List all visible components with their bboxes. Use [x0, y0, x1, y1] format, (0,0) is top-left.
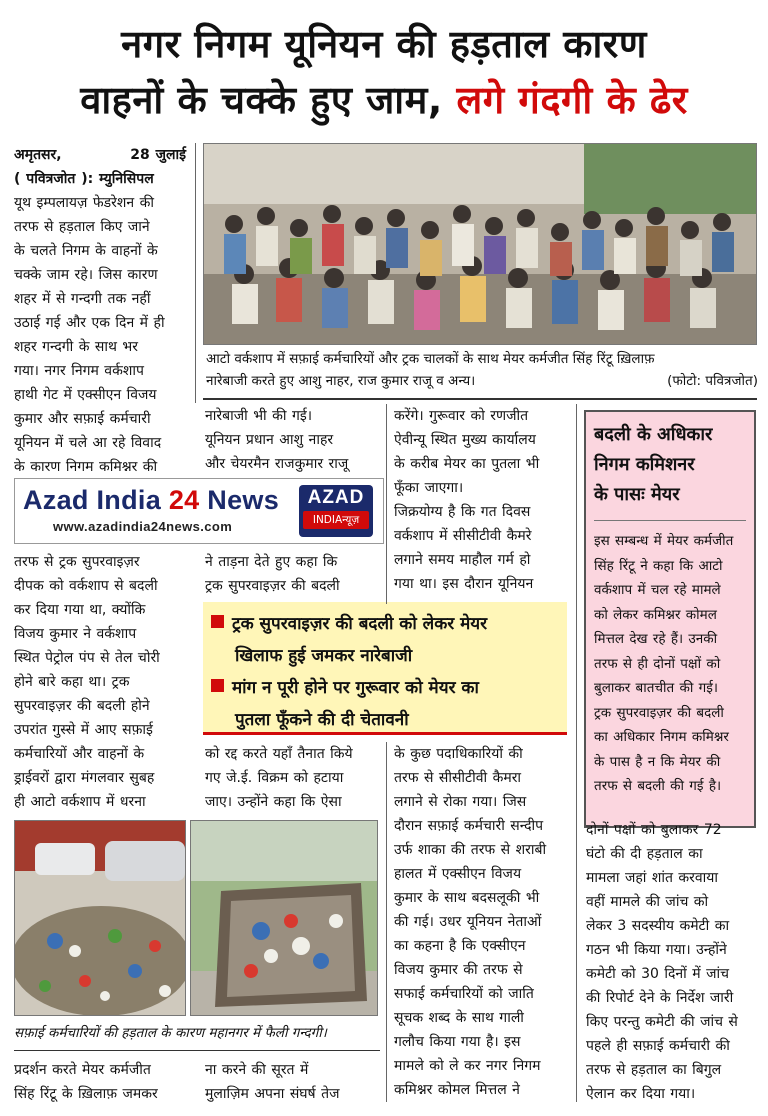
text-line: यूथ इम्पलायज़ फेडरेशन की: [14, 195, 155, 211]
text-line: फूँका जाएगा।: [394, 480, 464, 496]
caption-line: [206, 370, 758, 392]
text-line: शहर में से गन्दगी तक नहीं: [14, 291, 151, 307]
text-line: का कहना है कि एक्सीएन: [394, 938, 526, 954]
text-line: हाथी गेट में एक्सीएन विजय: [14, 387, 157, 403]
text-line: गलौच किया गया है। इस: [394, 1034, 521, 1050]
logo-url: www.azadindia24news.com: [53, 519, 233, 534]
text-line: दीपक को वर्कशाप से बदली: [14, 578, 158, 594]
text-line: सुपरवाइज़र की बदली होने: [14, 698, 150, 714]
text-line: सूचक शब्द के साथ गाली: [394, 1010, 524, 1026]
text-line: गठन भी किया गया। उन्होंने: [586, 942, 727, 958]
text-line: मामले को ले कर नगर निगम: [394, 1058, 541, 1074]
text-line: उपरांत गुस्से में आए सफ़ाई: [14, 722, 153, 738]
sidebar-box: [584, 410, 756, 828]
text-line: नारेबाजी भी की गई।: [205, 408, 313, 424]
text-line: स्थित पेट्रोल पंप से तेल चोरी: [14, 650, 160, 666]
text-line: की रिपोर्ट देने के निर्देश जारी: [586, 990, 734, 1006]
divider: [203, 398, 757, 400]
text-line: करेंगे। गुरूवार को रणजीत: [394, 408, 529, 424]
text-line: बुलाकर बातचीत की गई।: [594, 680, 718, 696]
text-line: दौरान सफ़ाई कर्मचारी सन्दीप: [394, 818, 544, 834]
highlight-text: मांग न पूरी होने पर गुरूवार को मेयर का: [232, 678, 479, 698]
text-line: ऐवीन्यू स्थित मुख्य कार्यालय: [394, 432, 536, 448]
garbage-photo-right: [190, 820, 378, 1016]
top-photo: [203, 143, 757, 345]
text-line: ( पवित्रजोत ): म्युनिसिपल: [14, 171, 154, 187]
text-line: गया। नगर निगम वर्कशाप: [14, 363, 144, 379]
highlight-text: ट्रक सुपरवाइज़र की बदली को लेकर मेयर: [232, 614, 488, 634]
column-divider: [386, 404, 387, 604]
text-line: प्रदर्शन करते मेयर कर्मजीत: [14, 1062, 151, 1078]
text-line: ना करने की सूरत में: [205, 1062, 309, 1078]
text-line: ने ताड़ना देते हुए कहा कि: [205, 554, 338, 570]
bullet-square-icon: [211, 615, 224, 628]
text-line: को रद्द करते यहाँ तैनात किये: [205, 746, 353, 762]
text-line: और चेयरमैन राजकुमार राजू: [205, 456, 349, 472]
highlight-item-1: [211, 608, 559, 640]
article-col1-top: [14, 143, 186, 479]
highlight-underline: [203, 732, 567, 735]
sidebar-title-line: निगम कमिशनर: [594, 454, 695, 475]
text-line: तरफ से सीसीटीवी कैमरा: [394, 770, 522, 786]
dateline-date: 28 जुलाई: [130, 147, 186, 163]
text-line: ड्राईवरों द्वारा मंगलवार सुबह: [14, 770, 155, 786]
text-line: कर्मचारियों और वाहनों के: [14, 746, 145, 762]
news-logo: [14, 478, 384, 544]
highlight-item-2: [211, 672, 559, 704]
text-line: लगाने से रोका गया। जिस: [394, 794, 527, 810]
text-line: तरफ से हड़ताल का बिगुल: [586, 1062, 722, 1078]
text-line: इस सम्बन्ध में मेयर कर्मजीत: [594, 533, 734, 549]
article-col1-bottom: [14, 1058, 186, 1106]
top-photo-caption: [206, 348, 758, 392]
dateline-place: अमृतसर,: [14, 147, 62, 163]
text-line: के पास है न कि मेयर की: [594, 753, 721, 770]
sidebar-body: [586, 529, 754, 799]
text-line: ट्रक सुपरवाइज़र की बदली: [594, 704, 724, 721]
article-col2-mid: [205, 550, 377, 598]
text-line: के कुछ पदाधिकारियों की: [394, 746, 523, 762]
text-line: वहीं मामले की जांच को: [586, 894, 709, 910]
text-line: लगाने समय माहौल गर्म हो: [394, 552, 531, 568]
text-line: पहले ही सफ़ाई कर्मचारी की: [586, 1038, 730, 1054]
garbage-street-illustration: [15, 821, 186, 1016]
column-divider: [576, 404, 577, 1102]
article-col3-top: [394, 404, 566, 596]
highlight-item-1-cont: खिलाफ हुई जमकर नारेबाजी: [235, 646, 413, 666]
dateline: [14, 143, 186, 167]
text-line: हालत में एक्सीएन विजय: [394, 866, 522, 882]
text-line: के करीब मेयर का पुतला भी: [394, 456, 540, 472]
text-line: घंटो की दी हड़ताल का: [586, 846, 703, 862]
text-line: कमेटी को 30 दिनों में जांच: [586, 966, 729, 982]
bullet-square-icon: [211, 679, 224, 692]
text-line: किए परन्तु कमेटी की जांच से: [586, 1014, 738, 1030]
text-line: यूनियन प्रधान आशु नाहर: [205, 432, 334, 448]
logo-name: [23, 485, 279, 516]
logo-badge-bottom: INDIAन्यूज़: [303, 511, 369, 529]
divider: [14, 1050, 380, 1051]
caption-text: नारेबाजी करते हुए आशु नाहर, राज कुमार राजू व अन्य।: [206, 373, 476, 389]
text-line: उठाई गई और एक दिन में ही: [14, 315, 165, 331]
article-col3-lower: [394, 742, 566, 1102]
article-col1-mid: [14, 550, 186, 814]
text-line: कुमार के साथ बदसलूकी भी: [394, 890, 540, 906]
sidebar-title: [586, 412, 754, 510]
text-line: दोनों पक्षों को बुलाकर 72: [586, 822, 722, 838]
highlight-box: [203, 602, 567, 732]
column-divider: [386, 742, 387, 1102]
text-line: तरफ से ट्रक सुपरवाइज़र: [14, 554, 140, 570]
text-line: मुलाज़िम अपना संघर्ष तेज: [205, 1086, 340, 1102]
text-line: के चलते निगम के वाहनों के: [14, 243, 158, 259]
text-line: विजय कुमार की तरफ से: [394, 962, 523, 978]
text-line: सिंह रिंटू के ख़िलाफ़ जमकर: [14, 1086, 158, 1102]
column-divider: [195, 143, 196, 403]
text-line: उर्फ शाका की तरफ से शराबी: [394, 842, 547, 858]
garbage-dumpster-illustration: [191, 821, 378, 1016]
text-line: कुमार और सफ़ाई कर्मचारी: [14, 411, 151, 427]
text-line: गया था। इस दौरान यूनियन: [394, 576, 534, 592]
logo-name-b: News: [207, 485, 280, 515]
text-line: तरफ से ही दोनों पक्षों को: [594, 655, 721, 672]
photo-credit: (फोटो: पवित्रजोत): [667, 373, 758, 389]
text-line: ऐलान कर दिया गया।: [586, 1086, 696, 1102]
garbage-photo-left: [14, 820, 186, 1016]
text-line: वर्कशाप में सीसीटीवी कैमरे: [394, 528, 532, 544]
logo-name-num: 24: [168, 485, 200, 515]
logo-name-a: Azad India: [23, 485, 162, 515]
article-col2-lower: [205, 742, 377, 814]
text-line: यूनियन में चले आ रहे विवाद: [14, 435, 162, 451]
text-line: जाए। उन्होंने कहा कि ऐसा: [205, 794, 342, 810]
text-line: का अधिकार निगम कमिश्नर: [594, 729, 729, 745]
text-line: सिंह रिंटू ने कहा कि आटो: [594, 557, 723, 574]
text-line: विजय कुमार ने वर्कशाप: [14, 626, 137, 642]
text-line: तरफ से बदली की गई है।: [594, 778, 722, 794]
headline-line-2: [0, 78, 768, 124]
sidebar-title-line: बदली के अधिकार: [594, 424, 713, 445]
logo-badge-top: AZAD: [307, 487, 365, 508]
text-line: कमिश्नर कोमल मित्तल ने: [394, 1082, 520, 1098]
text-line: की गई। उधर यूनियन नेताओं: [394, 914, 542, 930]
text-line: मित्तल देख रहे हैं। उनकी: [594, 631, 718, 647]
text-line: ट्रक सुपरवाइज़र की बदली: [205, 578, 340, 594]
text-line: जिक्रयोग्य है कि गत दिवस: [394, 504, 531, 520]
protest-photo-illustration: [204, 144, 757, 345]
headline-line-2-black: वाहनों के चक्के हुए जाम,: [80, 78, 443, 122]
text-line: कर दिया गया था, क्योंकि: [14, 602, 146, 618]
bottom-photo-caption: सफ़ाई कर्मचारियों की हड़ताल के कारण महानगर में फैली गन्दगी।: [14, 1025, 327, 1041]
text-line: ही आटो वर्कशाप में धरना: [14, 794, 146, 810]
text-line: लेकर 3 सदस्यीय कमेटी का: [586, 918, 730, 934]
text-line: तरफ से हड़ताल किए जाने: [14, 219, 150, 235]
text-line: मामला जहां शांत करवाया: [586, 870, 719, 886]
text-line: सफाई कर्मचारियों को जाति: [394, 986, 534, 1002]
logo-badge: [299, 485, 373, 537]
headline-line-2-red: लगे गंदगी के ढेर: [456, 78, 688, 122]
highlight-item-2-cont: पुतला फूँकने की दी चेतावनी: [235, 710, 409, 730]
sidebar-divider: [594, 520, 746, 521]
text-line: को लेकर कमिश्नर कोमल: [594, 606, 717, 623]
sidebar-title-line: के पासः मेयर: [594, 484, 680, 505]
caption-line: आटो वर्कशाप में सफ़ाई कर्मचारियों और ट्रक चालकों के साथ मेयर कर्मजीत सिंह रिंटू ख़िलाफ़: [206, 351, 655, 367]
headline-line-1: नगर निगम यूनियन की हड़ताल कारण: [121, 22, 647, 66]
article-col2-top: [205, 404, 377, 476]
text-line: होने बारे कहा था। ट्रक: [14, 674, 130, 690]
text-line: चक्के जाम रहे। जिस कारण: [14, 267, 158, 283]
text-line: के कारण निगम कमिश्नर की: [14, 459, 158, 475]
text-line: गए जे.ई. विक्रम को हटाया: [205, 770, 344, 786]
article-col4: [586, 818, 756, 1106]
text-line: शहर गन्दगी के साथ भर: [14, 339, 138, 355]
article-col2-bottom: [205, 1058, 377, 1106]
text-line: वर्कशाप में चल रहे मामले: [594, 582, 721, 598]
